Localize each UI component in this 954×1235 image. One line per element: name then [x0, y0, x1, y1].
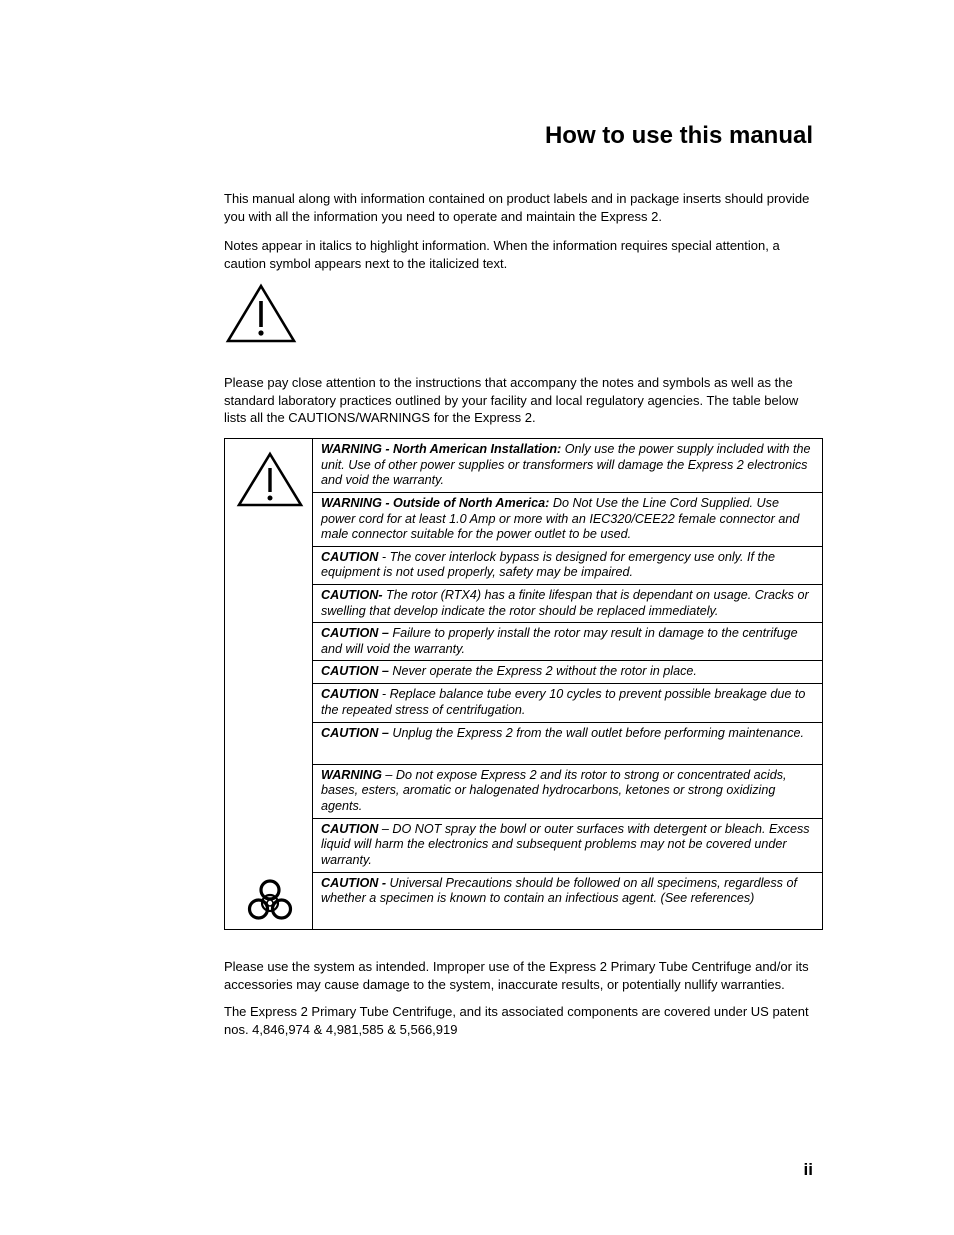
warning-text: – Do not expose Express 2 and its rotor to strong or concentrated acids, bases, esters, aromatic or halogenated hydrocarbons, ketones or strong oxidizing agents. — [321, 767, 787, 813]
caution-balance-tube — [313, 684, 823, 722]
caution-text: Failure to properly install the rotor may result in damage to the centrifuge and will void the warranty. — [321, 626, 798, 656]
warning-chemicals — [313, 764, 823, 818]
page-title: How to use this manual — [544, 122, 813, 149]
caution-label: CAUTION - — [321, 875, 387, 890]
warning-north-america — [313, 439, 823, 493]
closing-paragraph-1: Please use the system as intended. Improper use of the Express 2 Primary Tube Centrifuge and/or its accessories may cause damage to the system, inaccurate results, or potentially nullify warranties. — [224, 959, 809, 992]
warnings-table — [224, 438, 823, 930]
caution-universal-precautions — [313, 872, 823, 929]
table-row — [225, 764, 823, 818]
warning-triangle-icon — [236, 451, 304, 509]
caution-label: CAUTION – — [321, 626, 389, 641]
intro-paragraph-1: This manual along with information contained on product labels and in package inserts should provide you with all the information you need to operate and maintain the Express 2. — [224, 191, 810, 224]
caution-label: CAUTION — [321, 687, 379, 702]
table-row — [225, 872, 823, 929]
intro-paragraph-3: Please pay close attention to the instructions that accompany the notes and symbols as well as the standard laboratory practices outlined by your facility and local regulatory agencies. The table below lists all the CAUTIONS/WARNINGS for the Express 2. — [224, 375, 799, 425]
caution-rotor-install — [313, 623, 823, 661]
table-row — [225, 585, 823, 623]
closing-paragraph-2: The Express 2 Primary Tube Centrifuge, and its associated components are covered under US patent nos. 4,846,974 & 4,981,585 & 5,566,919 — [224, 1004, 809, 1037]
table-row — [225, 661, 823, 684]
table-row — [225, 439, 823, 493]
caution-label: CAUTION – — [321, 664, 389, 679]
table-row — [225, 684, 823, 722]
caution-cover-interlock — [313, 546, 823, 584]
biohazard-icon — [246, 878, 294, 924]
page-number: ii — [803, 1160, 813, 1179]
symbol-column — [225, 439, 313, 930]
caution-text: - The cover interlock bypass is designed for emergency use only. If the equipment is not used properly, safety may be impaired. — [321, 549, 776, 580]
warning-label: WARNING — [321, 767, 382, 782]
warning-label: WARNING - Outside of North America: — [321, 496, 550, 511]
caution-label: CAUTION — [321, 549, 379, 564]
caution-label: CAUTION — [321, 821, 379, 836]
caution-spray — [313, 818, 823, 872]
warning-label: WARNING - North American Installation: — [321, 442, 562, 456]
caution-text: Unplug the Express 2 from the wall outlet before performing maintenance. — [388, 725, 804, 740]
caution-text: Never operate the Express 2 without the rotor in place. — [388, 664, 697, 679]
table-row — [225, 623, 823, 661]
caution-unplug — [313, 722, 823, 764]
warning-outside-north-america — [313, 493, 823, 547]
warning-text: Only use the power supply included with the unit. Use of other power supplies or transformers will damage the Express 2 electronics and void the warranty. — [321, 442, 811, 487]
warning-text: Do Not Use the Line Cord Supplied. Use power cord for at least 1.0 Amp or more with an IEC320/CEE22 female connector and male connector suitable for the power outlet to be used. — [321, 496, 800, 542]
table-row — [225, 818, 823, 872]
table-row — [225, 546, 823, 584]
table-row — [225, 722, 823, 764]
caution-text: - Replace balance tube every 10 cycles to prevent possible breakage due to the repeated stress of centrifugation. — [321, 687, 806, 717]
caution-label: CAUTION- — [321, 588, 383, 603]
caution-rotor-in-place — [313, 661, 823, 684]
caution-text: The rotor (RTX4) has a finite lifespan that is dependant on usage. Cracks or swelling that develop indicate the rotor should be replaced immediately. — [321, 588, 809, 618]
caution-text: Universal Precautions should be followed on all specimens, regardless of whether a specimen is known to contain an infectious agent. (See references) — [321, 875, 797, 906]
warning-triangle-icon — [225, 283, 297, 345]
intro-paragraph-2: Notes appear in italics to highlight information. When the information requires special attention, a caution symbol appears next to the italicized text. — [224, 238, 780, 271]
caution-text: – DO NOT spray the bowl or outer surfaces with detergent or bleach. Excess liquid will harm the electronics and subsequent problems may not be covered under warranty. — [321, 821, 810, 867]
table-row — [225, 493, 823, 547]
caution-label: CAUTION – — [321, 725, 389, 740]
caution-rotor-lifespan — [313, 585, 823, 623]
